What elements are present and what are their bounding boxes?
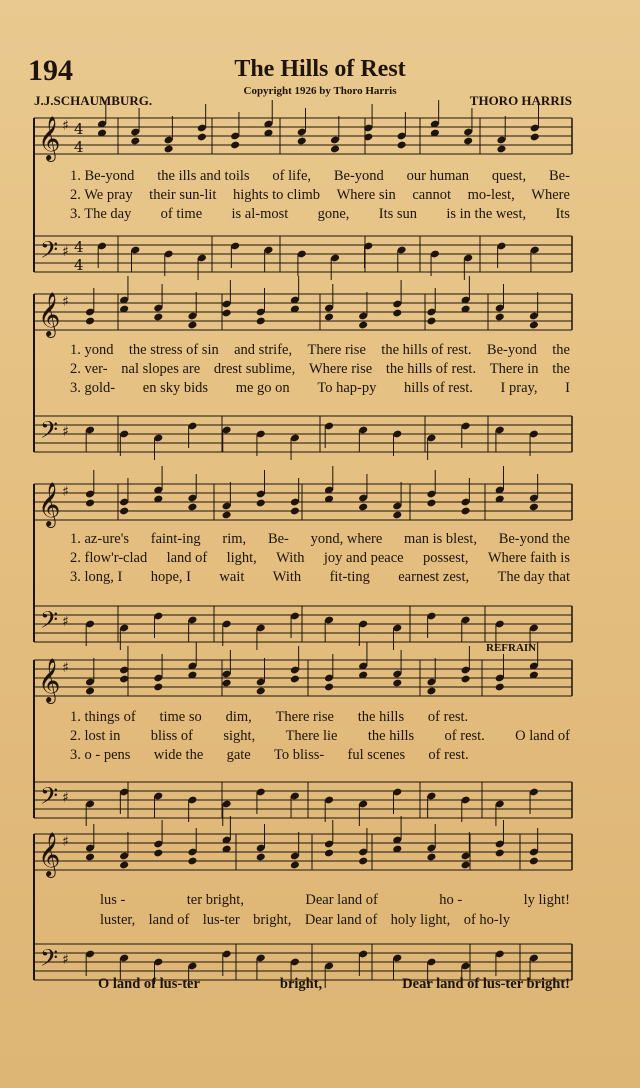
lyric-syllable: of time <box>160 206 203 222</box>
lyric-syllable: and strife, <box>234 342 293 358</box>
notehead <box>495 313 505 322</box>
lyric-line <box>70 361 570 381</box>
lyric-syllable: 2. lost in <box>70 728 121 744</box>
lyric-syllable: cannot <box>412 187 452 203</box>
lyric-syllable: Be-yond the <box>498 531 570 547</box>
notehead <box>164 145 174 154</box>
lyric-line <box>70 187 570 207</box>
lyric-syllable: Dear land of lus-ter bright! <box>402 976 570 992</box>
lyric-syllable: bright, <box>279 976 323 992</box>
notehead <box>290 861 300 870</box>
lyric-syllable: gate <box>226 747 251 763</box>
lyric-syllable: There lie <box>285 728 338 744</box>
notehead <box>85 687 95 696</box>
lyric-syllable: their sun-lit <box>149 187 217 203</box>
notehead <box>85 317 95 326</box>
lyric-syllable: nal slopes are <box>121 361 201 377</box>
lyric-syllable: bright, <box>253 912 292 928</box>
lyric-syllable: light, <box>226 550 257 566</box>
lyric-line <box>70 747 570 767</box>
lyric-line <box>70 380 570 400</box>
lyric-syllable: hights to climb <box>233 187 321 203</box>
notehead <box>495 849 505 858</box>
notehead <box>256 687 266 696</box>
lyric-syllable: 3. o - pens <box>70 747 131 763</box>
lyric-syllable: the hills of rest. <box>385 361 477 377</box>
key-signature-sharp: ♯ <box>62 834 69 850</box>
lyric-syllable: of rest. <box>444 728 485 744</box>
notehead <box>187 321 197 330</box>
notehead <box>392 511 402 520</box>
notehead <box>187 503 197 512</box>
notehead <box>461 675 471 684</box>
lyric-syllable: The day that <box>497 569 570 585</box>
notehead <box>187 857 197 866</box>
lyric-syllable: man is blest, <box>404 531 477 547</box>
time-signature-top: 4 <box>74 120 84 138</box>
lyric-syllable: earnest zest, <box>398 569 470 585</box>
lyric-syllable: 1. things of <box>70 709 136 725</box>
lyric-syllable: 1. az-ure's <box>70 531 129 547</box>
notehead <box>330 145 340 154</box>
lyric-syllable: joy and peace <box>323 550 404 566</box>
lyric-syllable: Where sin <box>336 187 396 203</box>
notehead <box>297 137 307 146</box>
bass-clef: 𝄢 <box>40 416 59 449</box>
key-signature-sharp: ♯ <box>62 244 69 260</box>
lyric-syllable: is al-most <box>231 206 289 222</box>
lyric-syllable: 1. Be-yond <box>70 168 135 184</box>
lyric-syllable: 3. The day <box>70 206 132 222</box>
lyric-syllable: of life, <box>272 168 312 184</box>
notehead <box>426 687 436 696</box>
notehead <box>324 849 334 858</box>
notehead <box>222 309 232 318</box>
lyric-line <box>70 709 570 729</box>
lyric-syllable: ful scenes <box>347 747 406 763</box>
lyric-line <box>70 206 570 226</box>
lyric-syllable: drest sublime, <box>213 361 296 377</box>
lyric-syllable: O land of <box>515 728 570 744</box>
lyric-line <box>70 550 570 570</box>
key-signature-sharp: ♯ <box>62 294 69 310</box>
lyric-syllable: land of <box>148 912 190 928</box>
notehead <box>256 499 266 508</box>
lyric-syllable: Be-yond <box>486 342 537 358</box>
notehead <box>392 679 402 688</box>
lyric-syllable: With <box>272 569 302 585</box>
lyric-syllable: ly light! <box>523 892 570 908</box>
lyric-syllable: wait <box>219 569 245 585</box>
notehead <box>290 675 300 684</box>
notehead <box>222 511 232 520</box>
notehead <box>256 853 266 862</box>
lyric-syllable: 2. flow'r-clad <box>70 550 148 566</box>
lyric-line <box>70 531 570 551</box>
refrain-label: REFRAIN <box>486 642 537 654</box>
lyric-syllable: There in <box>489 361 539 377</box>
notehead <box>461 861 471 870</box>
lyric-syllable: Where <box>531 187 570 203</box>
notehead <box>324 683 334 692</box>
lyric-syllable: wide the <box>153 747 204 763</box>
lyric-syllable: 2. ver- <box>70 361 108 377</box>
notehead <box>530 133 540 142</box>
notehead <box>426 853 436 862</box>
notehead <box>153 849 163 858</box>
notehead <box>197 133 207 142</box>
notehead <box>496 145 506 154</box>
bass-clef: 𝄢 <box>40 944 59 977</box>
bass-clef: 𝄢 <box>40 236 59 269</box>
lyric-syllable: our human <box>406 168 470 184</box>
lyric-syllable: the hills <box>357 709 405 725</box>
lyric-line <box>70 342 570 362</box>
treble-clef: 𝄞 <box>38 482 61 526</box>
notehead <box>358 503 368 512</box>
key-signature-sharp: ♯ <box>62 660 69 676</box>
lyricist-credit: J.J.SCHAUMBURG. <box>34 93 153 108</box>
lyric-syllable: hills of rest. <box>404 380 473 396</box>
lyric-line <box>100 892 570 912</box>
lyric-syllable: faint-ing <box>150 531 201 547</box>
lyric-syllable: mo-lest, <box>467 187 515 203</box>
lyric-syllable: Be- <box>548 168 570 184</box>
lyric-syllable: O land of lus-ter <box>98 976 200 992</box>
lyric-syllable: ho - <box>439 892 463 908</box>
copyright-line: Copyright 1926 by Thoro Harris <box>243 85 397 97</box>
key-signature-sharp: ♯ <box>62 952 69 968</box>
composer-credit: THORO HARRIS <box>469 93 572 108</box>
notehead <box>358 321 368 330</box>
notehead <box>85 499 95 508</box>
lyric-syllable: lus-ter <box>202 912 240 928</box>
lyric-syllable: There rise <box>307 342 366 358</box>
notehead <box>153 313 163 322</box>
lyric-syllable: Dear land of <box>305 892 378 908</box>
notehead <box>461 507 471 516</box>
lyric-syllable: of ho-ly <box>463 912 510 928</box>
notehead <box>529 503 539 512</box>
notehead <box>463 137 473 146</box>
treble-clef: 𝄞 <box>38 658 61 702</box>
key-signature-sharp: ♯ <box>62 118 69 134</box>
lyric-syllable: the hills of rest. <box>381 342 472 358</box>
treble-clef: 𝄞 <box>38 116 61 160</box>
lyric-syllable: time so <box>159 709 202 725</box>
lyric-syllable: Dear land of <box>304 912 378 928</box>
hymn-number: 194 <box>28 54 73 87</box>
lyric-syllable: of rest. <box>428 747 469 763</box>
lyric-syllable: With <box>276 550 305 566</box>
lyric-syllable: possest, <box>422 550 469 566</box>
bass-echo-lyrics <box>98 976 570 996</box>
notehead <box>256 317 266 326</box>
lyric-syllable: yond, where <box>310 531 383 547</box>
lyric-syllable: land of <box>166 550 208 566</box>
lyric-syllable: bliss of <box>150 728 194 744</box>
notehead <box>230 141 240 150</box>
key-signature-sharp: ♯ <box>62 424 69 440</box>
lyric-syllable: of rest. <box>427 709 469 725</box>
notehead <box>119 507 129 516</box>
lyric-syllable: the <box>552 361 570 377</box>
notehead <box>222 679 232 688</box>
key-signature-sharp: ♯ <box>62 484 69 500</box>
lyric-syllable: 3. gold- <box>70 380 116 396</box>
lyric-syllable: hope, I <box>150 569 192 585</box>
notehead <box>529 321 539 330</box>
lyric-line <box>70 728 570 748</box>
lyric-syllable: There rise <box>275 709 334 725</box>
notehead <box>495 683 505 692</box>
lyric-syllable: Be- <box>267 531 289 547</box>
lyric-syllable: the <box>552 342 570 358</box>
notehead <box>426 499 436 508</box>
notehead <box>358 857 368 866</box>
notehead <box>324 313 334 322</box>
notehead <box>392 309 402 318</box>
notehead <box>85 853 95 862</box>
lyric-syllable: the stress of sin <box>128 342 219 358</box>
lyric-syllable: Where faith is <box>487 550 570 566</box>
lyric-syllable: I <box>565 380 570 396</box>
key-signature-sharp: ♯ <box>62 790 69 806</box>
bass-clef: 𝄢 <box>40 606 59 639</box>
lyric-syllable: me go on <box>235 380 290 396</box>
lyric-syllable: holy light, <box>390 912 451 928</box>
notehead <box>397 141 407 150</box>
lyric-syllable: Where rise <box>308 361 373 377</box>
lyric-syllable: the hills <box>367 728 415 744</box>
lyric-line <box>70 168 570 188</box>
lyric-syllable: Its sun <box>378 206 418 222</box>
bass-clef: 𝄢 <box>40 782 59 815</box>
lyric-syllable: 1. yond <box>70 342 114 358</box>
hymn-title: The Hills of Rest <box>234 56 406 82</box>
lyric-syllable: sight, <box>223 728 256 744</box>
lyric-syllable: quest, <box>491 168 527 184</box>
lyric-syllable: fit-ting <box>329 569 370 585</box>
lyric-syllable: 2. We pray <box>70 187 133 203</box>
key-signature-sharp: ♯ <box>62 614 69 630</box>
lyric-syllable: is in the west, <box>446 206 527 222</box>
notehead <box>290 507 300 516</box>
lyric-syllable: Be-yond <box>333 168 384 184</box>
lyric-syllable: en sky bids <box>142 380 209 396</box>
notehead <box>130 137 140 146</box>
lyric-syllable: Its <box>555 206 570 222</box>
lyric-line <box>100 912 510 932</box>
lyric-syllable: rim, <box>222 531 247 547</box>
lyric-syllable: the ills and toils <box>157 168 250 184</box>
lyric-syllable: ter bright, <box>186 892 244 908</box>
lyric-syllable: To bliss- <box>274 747 325 763</box>
notehead <box>426 317 436 326</box>
lyric-syllable: lus - <box>100 892 126 908</box>
lyric-syllable: luster, <box>100 912 136 928</box>
lyric-syllable: I pray, <box>500 380 538 396</box>
time-signature-top: 4 <box>74 238 84 256</box>
notehead <box>529 857 539 866</box>
treble-clef: 𝄞 <box>38 832 61 876</box>
lyric-syllable: To hap-py <box>317 380 377 396</box>
time-signature-bottom: 4 <box>74 256 84 274</box>
lyric-syllable: dim, <box>225 709 252 725</box>
lyric-syllable: gone, <box>317 206 350 222</box>
lyric-syllable: 3. long, I <box>70 569 123 585</box>
lyric-line <box>70 569 570 589</box>
treble-clef: 𝄞 <box>38 292 61 336</box>
notehead <box>119 861 129 870</box>
notehead <box>153 683 163 692</box>
time-signature-bottom: 4 <box>74 138 84 156</box>
